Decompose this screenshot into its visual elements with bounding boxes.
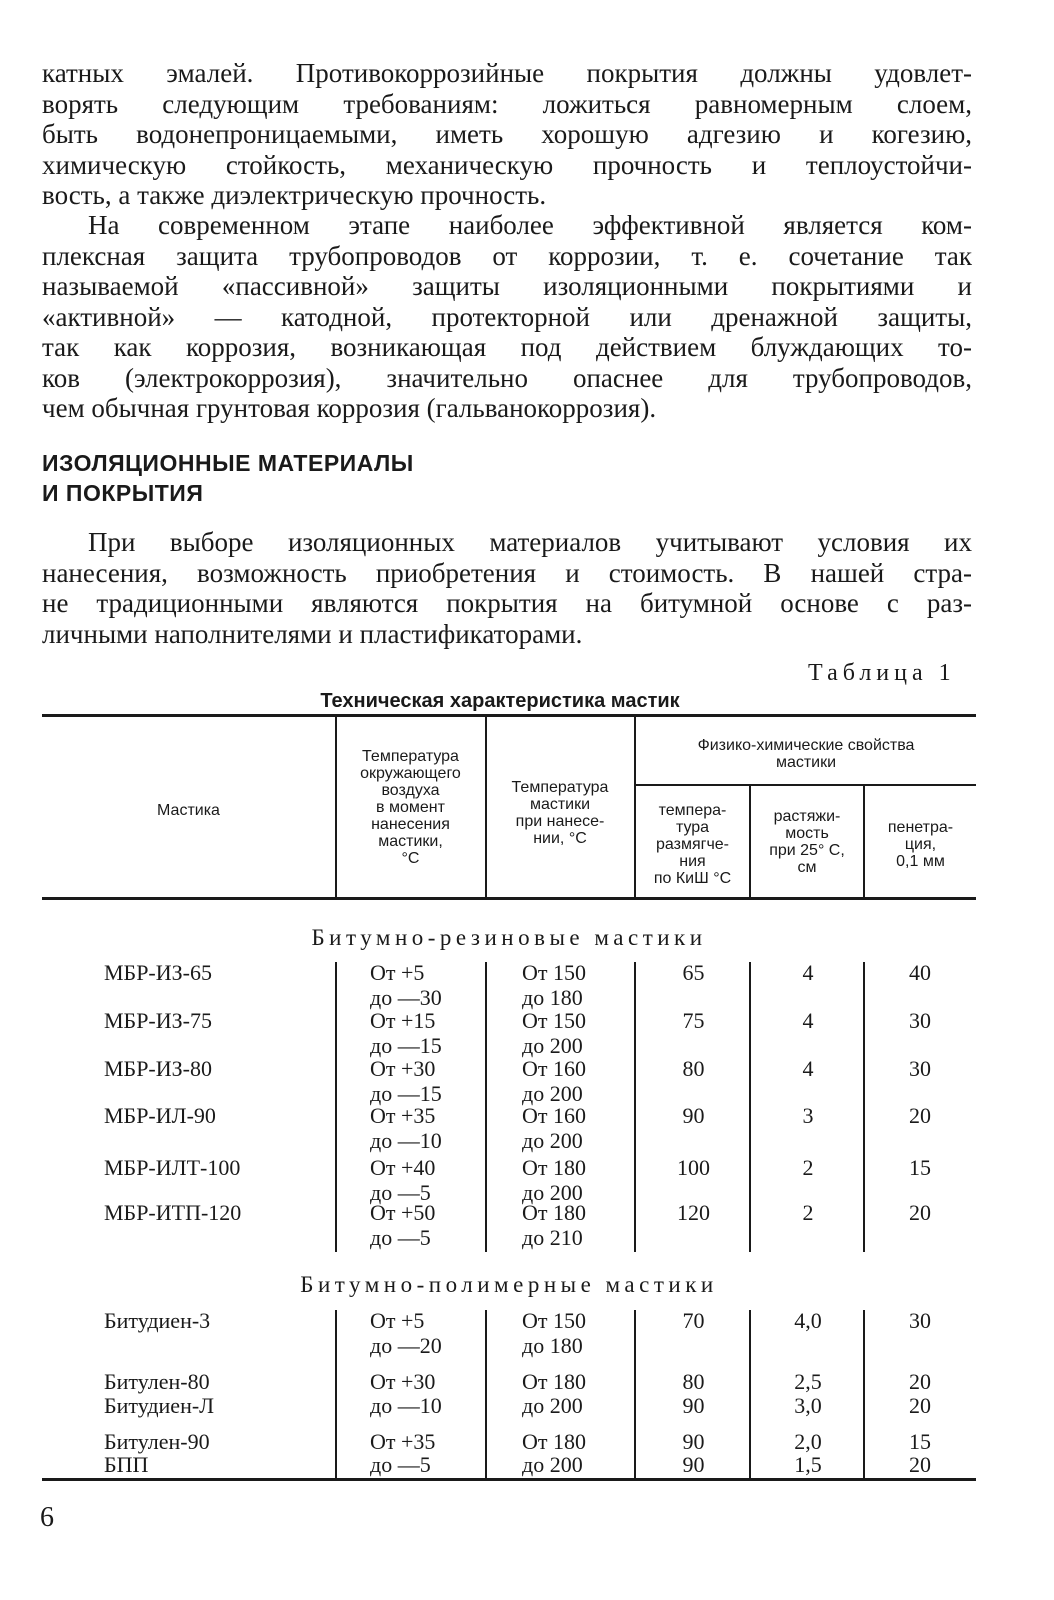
cell-penetration: 40 bbox=[909, 960, 931, 985]
header-line: мастики, bbox=[378, 833, 443, 850]
cell-mastic-temp bbox=[522, 1104, 586, 1153]
header-line: ция, bbox=[904, 836, 937, 853]
cell-line: до 200 bbox=[522, 1179, 583, 1205]
heading-line: И ПОКРЫТИЯ bbox=[42, 480, 204, 506]
cell-softening: 80 bbox=[682, 1056, 705, 1081]
cell-stretch: 1,5 bbox=[794, 1452, 822, 1477]
body-divider bbox=[485, 1310, 487, 1478]
header-line: Физико-химические свойства bbox=[697, 737, 915, 754]
cell-softening: 75 bbox=[682, 1008, 705, 1033]
text-line: так как коррозия, возникающая под действием блуждающих то- bbox=[42, 332, 972, 362]
header-stretch bbox=[751, 808, 863, 876]
header-line: окружающего bbox=[360, 765, 461, 782]
page-number: 6 bbox=[40, 1502, 54, 1533]
cell-line: От +40 bbox=[370, 1155, 436, 1180]
text-line: катных эмалей. Противокоррозийные покрытия должны удовлет- bbox=[42, 58, 972, 88]
cell-mastic: Битудиен-Л bbox=[104, 1393, 215, 1418]
cell-mastic: Битудиен-3 bbox=[104, 1308, 211, 1333]
cell-air-temp bbox=[370, 1009, 442, 1058]
header-line: по КиШ °C bbox=[653, 870, 732, 887]
text-line: вость, а также диэлектрическую прочность. bbox=[42, 180, 547, 210]
cell-mastic: Битулен-80 bbox=[104, 1369, 210, 1394]
cell-stretch: 4 bbox=[802, 1056, 814, 1081]
cell-air-temp: От +35 bbox=[370, 1429, 436, 1454]
cell-penetration: 20 bbox=[909, 1103, 931, 1128]
table-caption: Техническая характеристика мастик bbox=[320, 690, 680, 712]
cell-stretch: 4,0 bbox=[794, 1308, 822, 1333]
text-line: ков (электрокоррозия), значительно опаснее для трубопроводов, bbox=[42, 362, 972, 393]
paragraph-1 bbox=[42, 58, 972, 211]
cell-softening: 70 bbox=[682, 1308, 705, 1333]
cell-mastic-temp bbox=[522, 1201, 586, 1250]
cell-mastic: МБР-ИЛ-90 bbox=[104, 1103, 216, 1128]
heading-line: ИЗОЛЯЦИОННЫЕ МАТЕРИАЛЫ bbox=[42, 450, 414, 476]
cell-mastic: МБР-ИЗ-65 bbox=[104, 960, 212, 985]
cell-mastic-temp: От 180 bbox=[522, 1369, 587, 1394]
cell-penetration: 30 bbox=[909, 1308, 931, 1333]
header-line: Температура bbox=[511, 779, 609, 796]
header-line: растяжи- bbox=[773, 808, 841, 825]
header-mastic-temp bbox=[486, 779, 634, 847]
cell-line: до 200 bbox=[522, 1080, 583, 1106]
body-divider bbox=[335, 1310, 337, 1478]
cell-line: От +30 bbox=[370, 1056, 436, 1081]
cell-air-temp bbox=[370, 961, 442, 1010]
cell-penetration: 30 bbox=[909, 1008, 931, 1033]
text-line: не традиционными являются покрытия на битумной основе с раз- bbox=[42, 588, 972, 618]
cell-mastic: МБР-ИЛТ-100 bbox=[104, 1155, 241, 1180]
cell-line: От 160 bbox=[522, 1056, 587, 1081]
header-line: мастики bbox=[775, 754, 837, 771]
header-softening bbox=[636, 802, 749, 887]
header-line: ния bbox=[679, 853, 706, 870]
cell-mastic-temp bbox=[522, 1309, 586, 1358]
cell-stretch: 4 bbox=[802, 1008, 814, 1033]
text-line: При выборе изоляционных материалов учитывают условия их bbox=[88, 527, 972, 557]
cell-line: От 180 bbox=[522, 1155, 587, 1180]
cell-mastic: МБР-ИЗ-75 bbox=[104, 1008, 212, 1033]
cell-line: до —5 bbox=[370, 1224, 431, 1250]
header-mastic: Мастика bbox=[157, 802, 220, 819]
body-divider bbox=[485, 962, 487, 1252]
text-line: плексная защита трубопроводов от коррозии, т. е. сочетание так bbox=[42, 240, 972, 271]
cell-line: От +5 bbox=[370, 960, 425, 985]
cell-mastic: БПП bbox=[104, 1452, 149, 1477]
cell-penetration: 20 bbox=[909, 1200, 931, 1225]
cell-softening: 90 bbox=[682, 1393, 705, 1418]
cell-mastic-temp: От 180 bbox=[522, 1429, 587, 1454]
cell-air-temp bbox=[370, 1309, 442, 1358]
section-title-bitumen-polymer: Битумно-полимерные мастики bbox=[300, 1272, 718, 1297]
header-line: при нанесе- bbox=[515, 813, 605, 830]
cell-penetration: 15 bbox=[909, 1429, 931, 1454]
cell-softening: 65 bbox=[682, 960, 705, 985]
paragraph-2 bbox=[42, 210, 972, 424]
header-line: при 25° C, bbox=[769, 842, 845, 859]
cell-line: до 180 bbox=[522, 1332, 583, 1358]
header-physchem bbox=[636, 737, 976, 771]
cell-line: до 180 bbox=[522, 984, 583, 1010]
header-line: размягче- bbox=[655, 836, 729, 853]
header-line: тура bbox=[675, 819, 710, 836]
cell-mastic-temp bbox=[522, 1009, 586, 1058]
text-line: чем обычная грунтовая коррозия (гальванокоррозия). bbox=[42, 393, 657, 423]
cell-softening: 100 bbox=[677, 1155, 710, 1180]
text-line: называемой «пассивной» защиты изоляционными покрытиями и bbox=[42, 271, 972, 301]
cell-line: до —15 bbox=[370, 1080, 442, 1106]
cell-line: От 150 bbox=[522, 1008, 587, 1033]
cell-air-temp: до —10 bbox=[370, 1393, 442, 1418]
cell-softening: 90 bbox=[682, 1103, 705, 1128]
text-line: нанесения, возможность приобретения и стоимость. В нашей стра- bbox=[42, 557, 972, 588]
text-line: На современном этапе наиболее эффективной является ком- bbox=[88, 210, 972, 240]
cell-line: От 150 bbox=[522, 1308, 587, 1333]
cell-air-temp: От +30 bbox=[370, 1369, 436, 1394]
cell-line: до 200 bbox=[522, 1032, 583, 1058]
table-label: Таблица 1 bbox=[808, 660, 956, 686]
cell-stretch: 2,5 bbox=[794, 1369, 822, 1394]
cell-softening: 90 bbox=[682, 1452, 705, 1477]
header-line: Температура bbox=[362, 748, 459, 765]
cell-mastic-temp: до 200 bbox=[522, 1452, 583, 1477]
cell-stretch: 2 bbox=[802, 1200, 814, 1225]
cell-penetration: 30 bbox=[909, 1056, 931, 1081]
cell-line: От 180 bbox=[522, 1200, 587, 1225]
table-bottom-rule bbox=[42, 1478, 976, 1481]
cell-mastic-temp bbox=[522, 1057, 586, 1106]
cell-line: до —20 bbox=[370, 1332, 442, 1358]
cell-penetration: 20 bbox=[909, 1393, 931, 1418]
cell-line: до —5 bbox=[370, 1179, 431, 1205]
text-line: быть водонепроницаемыми, иметь хорошую адгезию и когезию, bbox=[42, 119, 972, 149]
cell-line: до 210 bbox=[522, 1224, 583, 1250]
cell-softening: 90 bbox=[682, 1429, 705, 1454]
cell-line: От 160 bbox=[522, 1103, 587, 1128]
header-line: 0,1 мм bbox=[896, 853, 945, 870]
cell-mastic: МБР-ИЗ-80 bbox=[104, 1056, 212, 1081]
cell-air-temp bbox=[370, 1201, 435, 1250]
cell-line: От +5 bbox=[370, 1308, 425, 1333]
cell-air-temp bbox=[370, 1156, 435, 1205]
table-header-rule bbox=[42, 897, 976, 900]
cell-line: От +15 bbox=[370, 1008, 436, 1033]
body-divider bbox=[335, 962, 337, 1252]
text-line: «активной» — катодной, протекторной или дренажной защиты, bbox=[42, 301, 972, 332]
cell-line: до —15 bbox=[370, 1032, 442, 1058]
cell-softening: 80 bbox=[682, 1369, 705, 1394]
cell-softening: 120 bbox=[677, 1200, 710, 1225]
cell-line: до —10 bbox=[370, 1127, 442, 1153]
cell-line: От +50 bbox=[370, 1200, 436, 1225]
section-heading bbox=[42, 448, 414, 508]
header-line: мость bbox=[785, 825, 829, 842]
cell-mastic: Битулен-90 bbox=[104, 1429, 210, 1454]
cell-line: до 200 bbox=[522, 1127, 583, 1153]
cell-air-temp: до —5 bbox=[370, 1452, 431, 1477]
header-line: см bbox=[797, 859, 817, 876]
cell-air-temp bbox=[370, 1104, 442, 1153]
cell-stretch: 4 bbox=[802, 960, 814, 985]
text-line: ворять следующим требованиям: ложиться равномерным слоем, bbox=[42, 88, 972, 119]
cell-penetration: 15 bbox=[909, 1155, 931, 1180]
header-penetration bbox=[865, 819, 976, 870]
cell-mastic-temp: до 200 bbox=[522, 1393, 583, 1418]
cell-stretch: 2 bbox=[802, 1155, 814, 1180]
cell-mastic-temp bbox=[522, 1156, 586, 1205]
physchem-subrule bbox=[636, 784, 976, 786]
text-line: личными наполнителями и пластификаторами. bbox=[42, 618, 583, 649]
paragraph-3 bbox=[42, 527, 972, 649]
cell-stretch: 2,0 bbox=[794, 1429, 822, 1454]
cell-line: до —30 bbox=[370, 984, 442, 1010]
cell-mastic-temp bbox=[522, 961, 586, 1010]
header-line: в момент bbox=[376, 799, 445, 816]
cell-mastic: МБР-ИТП-120 bbox=[104, 1200, 242, 1225]
section-title-bitumen-rubber: Битумно-резиновые мастики bbox=[311, 925, 707, 950]
cell-stretch: 3 bbox=[802, 1103, 814, 1128]
cell-line: От +35 bbox=[370, 1103, 436, 1128]
text-line: химическую стойкость, механическую прочность и теплоустойчи- bbox=[42, 149, 972, 180]
header-line: пенетра- bbox=[887, 819, 954, 836]
cell-stretch: 3,0 bbox=[794, 1393, 822, 1418]
header-line: воздуха bbox=[381, 782, 440, 799]
header-line: темпера- bbox=[658, 802, 727, 819]
cell-line: От 150 bbox=[522, 960, 587, 985]
header-line: °C bbox=[401, 850, 420, 867]
header-air-temp bbox=[336, 748, 485, 867]
cell-air-temp bbox=[370, 1057, 442, 1106]
header-line: мастики bbox=[529, 796, 591, 813]
table-top-rule bbox=[42, 714, 976, 717]
cell-penetration: 20 bbox=[909, 1369, 931, 1394]
header-line: нии, °C bbox=[533, 830, 587, 847]
header-line: нанесения bbox=[371, 816, 450, 833]
cell-penetration: 20 bbox=[909, 1452, 931, 1477]
